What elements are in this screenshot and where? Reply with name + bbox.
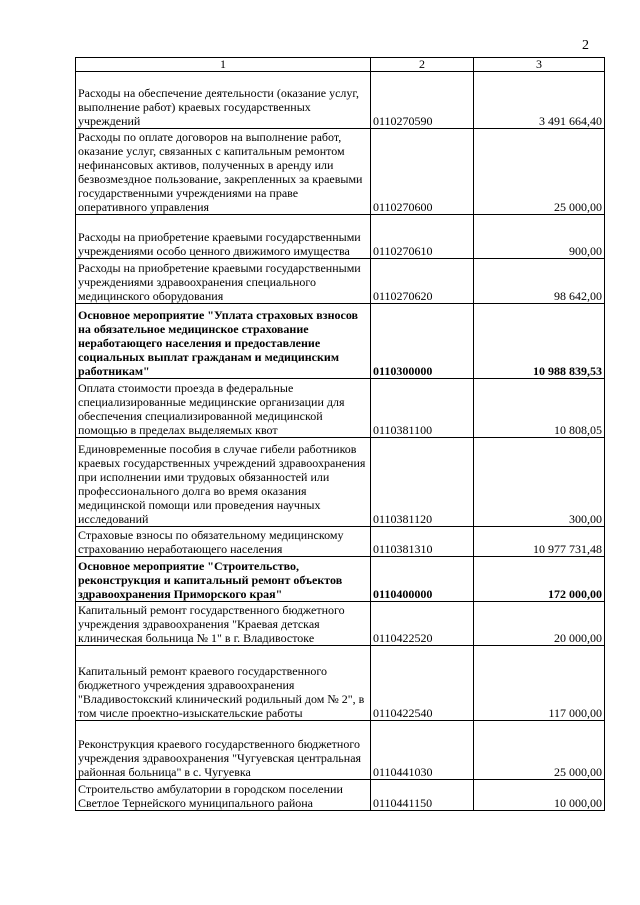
row-amount: 172 000,00	[474, 557, 605, 602]
row-description: Расходы на приобретение краевыми государственными учреждениями особо ценного движимого имущества	[76, 215, 371, 259]
row-description: Капитальный ремонт государственного бюджетного учреждения здравоохранения "Краевая детская клиническая больница № 1" в г. Владивостоке	[76, 602, 371, 646]
table-header-row	[76, 58, 605, 72]
row-code: 0110270620	[371, 259, 474, 304]
row-amount: 25 000,00	[474, 129, 605, 215]
table-row	[76, 72, 605, 129]
row-code: 0110300000	[371, 304, 474, 379]
row-amount: 10 977 731,48	[474, 527, 605, 557]
header-cell-3: 3	[474, 58, 605, 72]
table-row	[76, 304, 605, 379]
table-row	[76, 129, 605, 215]
table-row	[76, 379, 605, 438]
row-amount: 117 000,00	[474, 646, 605, 721]
row-code: 0110381100	[371, 379, 474, 438]
table-row	[76, 602, 605, 646]
row-description: Основное мероприятие "Уплата страховых взносов на обязательное медицинское страхование неработающего населения и предоставление социальных выплат гражданам и медицинским работникам"	[76, 304, 371, 379]
row-amount: 10 000,00	[474, 780, 605, 811]
row-code: 0110381310	[371, 527, 474, 557]
table-row	[76, 438, 605, 527]
budget-table	[75, 57, 605, 811]
row-description: Страховые взносы по обязательному медицинскому страхованию неработающего населения	[76, 527, 371, 557]
row-code: 0110381120	[371, 438, 474, 527]
table-row	[76, 721, 605, 780]
row-code: 0110400000	[371, 557, 474, 602]
row-amount: 25 000,00	[474, 721, 605, 780]
row-description: Расходы на обеспечение деятельности (оказание услуг, выполнение работ) краевых государственных учреждений	[76, 72, 371, 129]
row-amount: 98 642,00	[474, 259, 605, 304]
row-code: 0110422540	[371, 646, 474, 721]
table-row	[76, 259, 605, 304]
header-cell-1: 1	[76, 58, 371, 72]
row-description: Расходы на приобретение краевыми государственными учреждениями здравоохранения специального медицинского оборудования	[76, 259, 371, 304]
header-cell-2: 2	[371, 58, 474, 72]
row-code: 0110441030	[371, 721, 474, 780]
table-row	[76, 527, 605, 557]
row-code: 0110441150	[371, 780, 474, 811]
row-amount: 300,00	[474, 438, 605, 527]
row-amount: 10 988 839,53	[474, 304, 605, 379]
row-amount: 3 491 664,40	[474, 72, 605, 129]
row-description: Оплата стоимости проезда в федеральные специализированные медицинские организации для обеспечения специализированной медицинской помощью в пределах выделяемых квот	[76, 379, 371, 438]
table-row	[76, 215, 605, 259]
row-description: Строительство амбулатории в городском поселении Светлое Тернейского муниципального района	[76, 780, 371, 811]
table-row	[76, 646, 605, 721]
page-number: 2	[582, 38, 589, 53]
table-row	[76, 780, 605, 811]
table-row	[76, 557, 605, 602]
row-code: 0110422520	[371, 602, 474, 646]
row-description: Единовременные пособия в случае гибели работников краевых государственных учреждений здравоохранения при исполнении ими трудовых обязанностей или профессионального долга во время оказания медицинской помощи или проведения научных исследований	[76, 438, 371, 527]
row-code: 0110270600	[371, 129, 474, 215]
row-description: Расходы по оплате договоров на выполнение работ, оказание услуг, связанных с капитальным ремонтом нефинансовых активов, полученных в аренду или безвозмездное пользование, закрепленных за краевыми государственными учреждениями на праве оперативного управления	[76, 129, 371, 215]
row-description: Основное мероприятие "Строительство, реконструкция и капитальный ремонт объектов здравоохранения Приморского края"	[76, 557, 371, 602]
row-amount: 900,00	[474, 215, 605, 259]
row-code: 0110270610	[371, 215, 474, 259]
row-description: Реконструкция краевого государственного бюджетного учреждения здравоохранения "Чугуевская центральная районная больница" в с. Чугуевка	[76, 721, 371, 780]
row-amount: 20 000,00	[474, 602, 605, 646]
row-code: 0110270590	[371, 72, 474, 129]
row-description: Капитальный ремонт краевого государственного бюджетного учреждения здравоохранения "Владивостокский клинический родильный дом № 2", в том числе проектно-изыскательские работы	[76, 646, 371, 721]
row-amount: 10 808,05	[474, 379, 605, 438]
